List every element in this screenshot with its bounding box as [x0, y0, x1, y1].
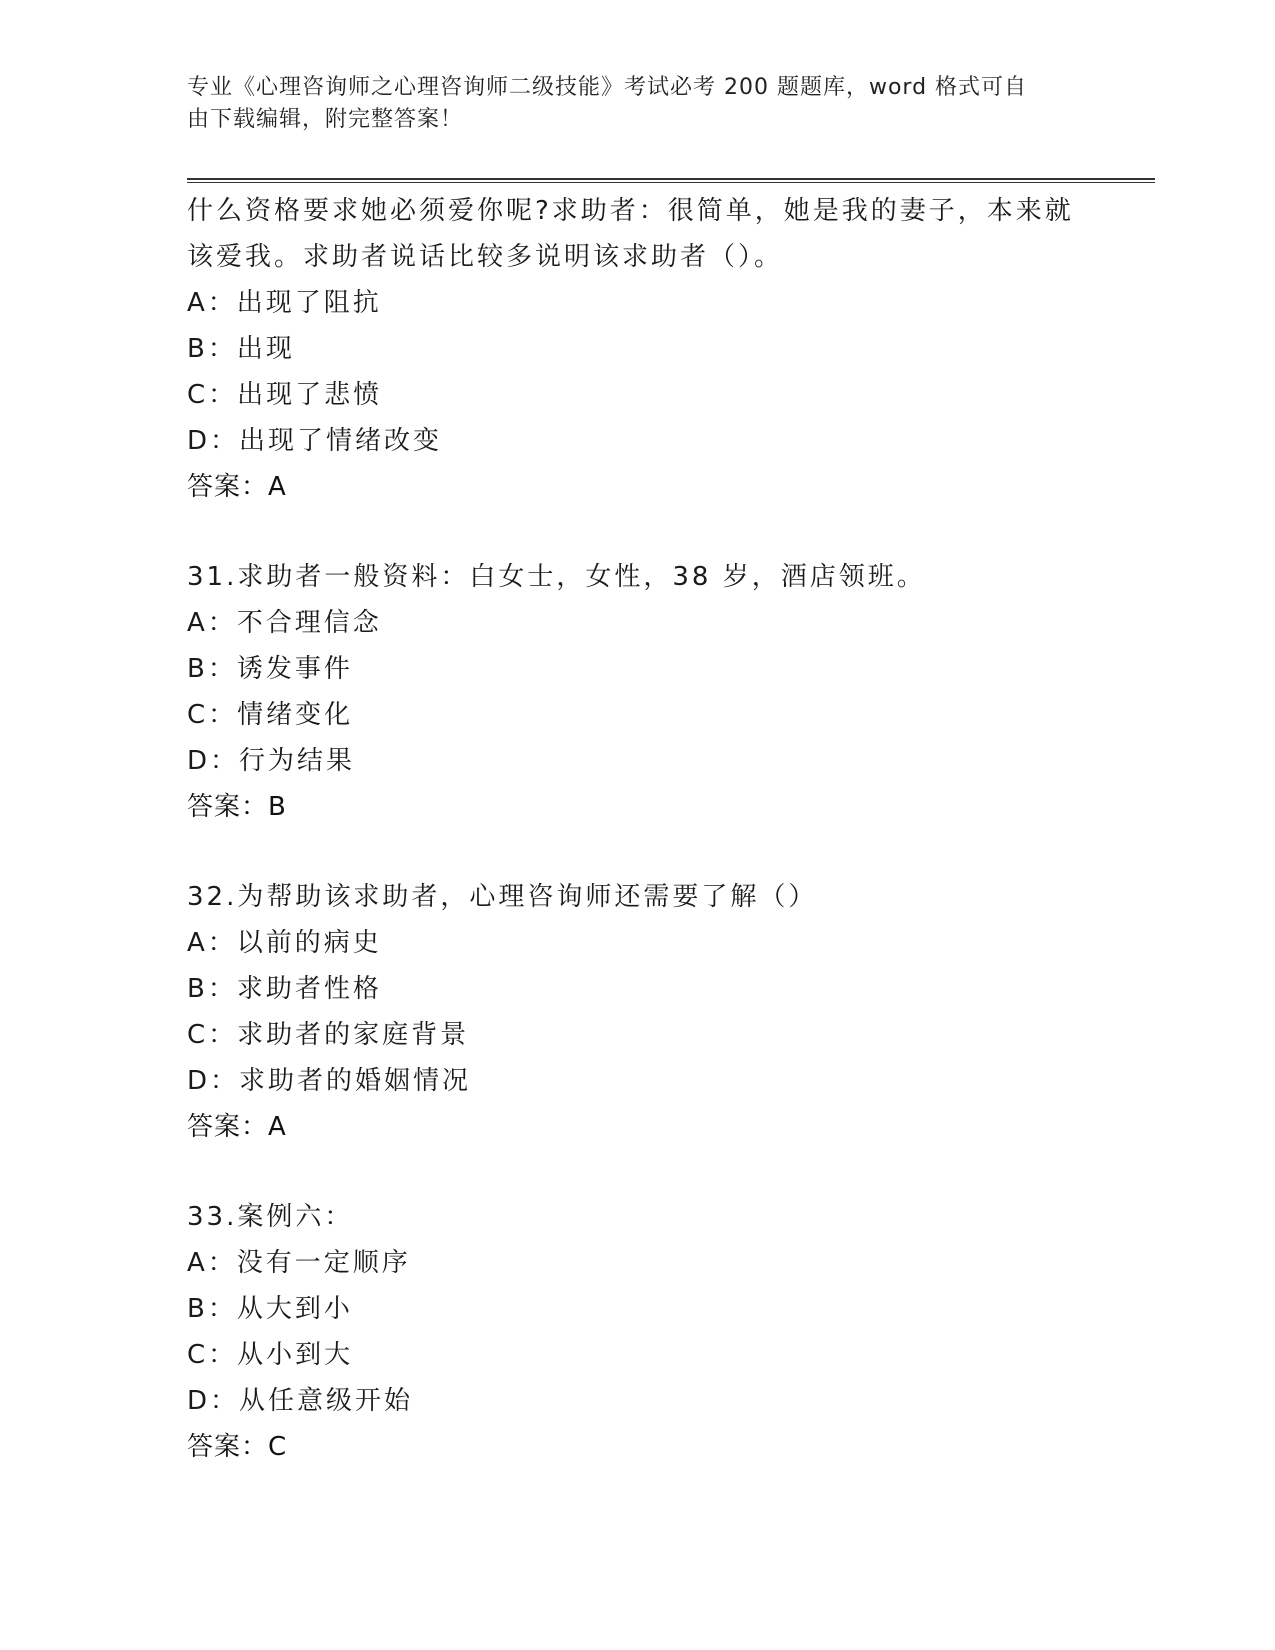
option-b: B：诱发事件 — [187, 654, 353, 684]
option-a: A：以前的病史 — [187, 928, 382, 958]
option-d: D：行为结果 — [187, 746, 356, 776]
question-text: 33.案例六： — [187, 1202, 354, 1232]
option-d: D：从任意级开始 — [187, 1386, 414, 1416]
question-block-32 — [187, 874, 1147, 1150]
answer-line: 答案：C — [187, 1432, 288, 1462]
header-line-2: 由下载编辑，附完整答案！ — [187, 107, 464, 132]
option-b: B：求助者性格 — [187, 974, 382, 1004]
header-divider — [187, 178, 1155, 183]
document-header — [187, 72, 1067, 136]
option-d: D：出现了情绪改变 — [187, 426, 443, 456]
option-c: C：出现了悲愤 — [187, 380, 383, 410]
question-text: 该爱我。求助者说话比较多说明该求助者（）。 — [187, 242, 784, 272]
question-text: 什么资格要求她必须爱你呢?求助者：很简单，她是我的妻子，本来就 — [187, 196, 1074, 226]
answer-line: 答案：A — [187, 1112, 287, 1142]
option-c: C：情绪变化 — [187, 700, 354, 730]
answer-line: 答案：B — [187, 792, 287, 822]
answer-line: 答案：A — [187, 472, 287, 502]
header-line-1: 专业《心理咨询师之心理咨询师二级技能》考试必考 200 题题库，word 格式可自 — [187, 75, 1028, 100]
question-block-31 — [187, 554, 1147, 830]
option-c: C：求助者的家庭背景 — [187, 1020, 470, 1050]
option-a: A：没有一定顺序 — [187, 1248, 411, 1278]
question-text: 31.求助者一般资料：白女士，女性，38 岁，酒店领班。 — [187, 562, 926, 592]
option-b: B：从大到小 — [187, 1294, 353, 1324]
option-a: A：出现了阻抗 — [187, 288, 382, 318]
question-text: 32.为帮助该求助者，心理咨询师还需要了解（） — [187, 882, 818, 912]
question-block-33 — [187, 1194, 1147, 1470]
option-a: A：不合理信念 — [187, 608, 382, 638]
question-block-continued — [187, 188, 1147, 510]
question-list — [187, 188, 1147, 1470]
option-c: C：从小到大 — [187, 1340, 354, 1370]
option-d: D：求助者的婚姻情况 — [187, 1066, 472, 1096]
option-b: B：出现 — [187, 334, 295, 364]
